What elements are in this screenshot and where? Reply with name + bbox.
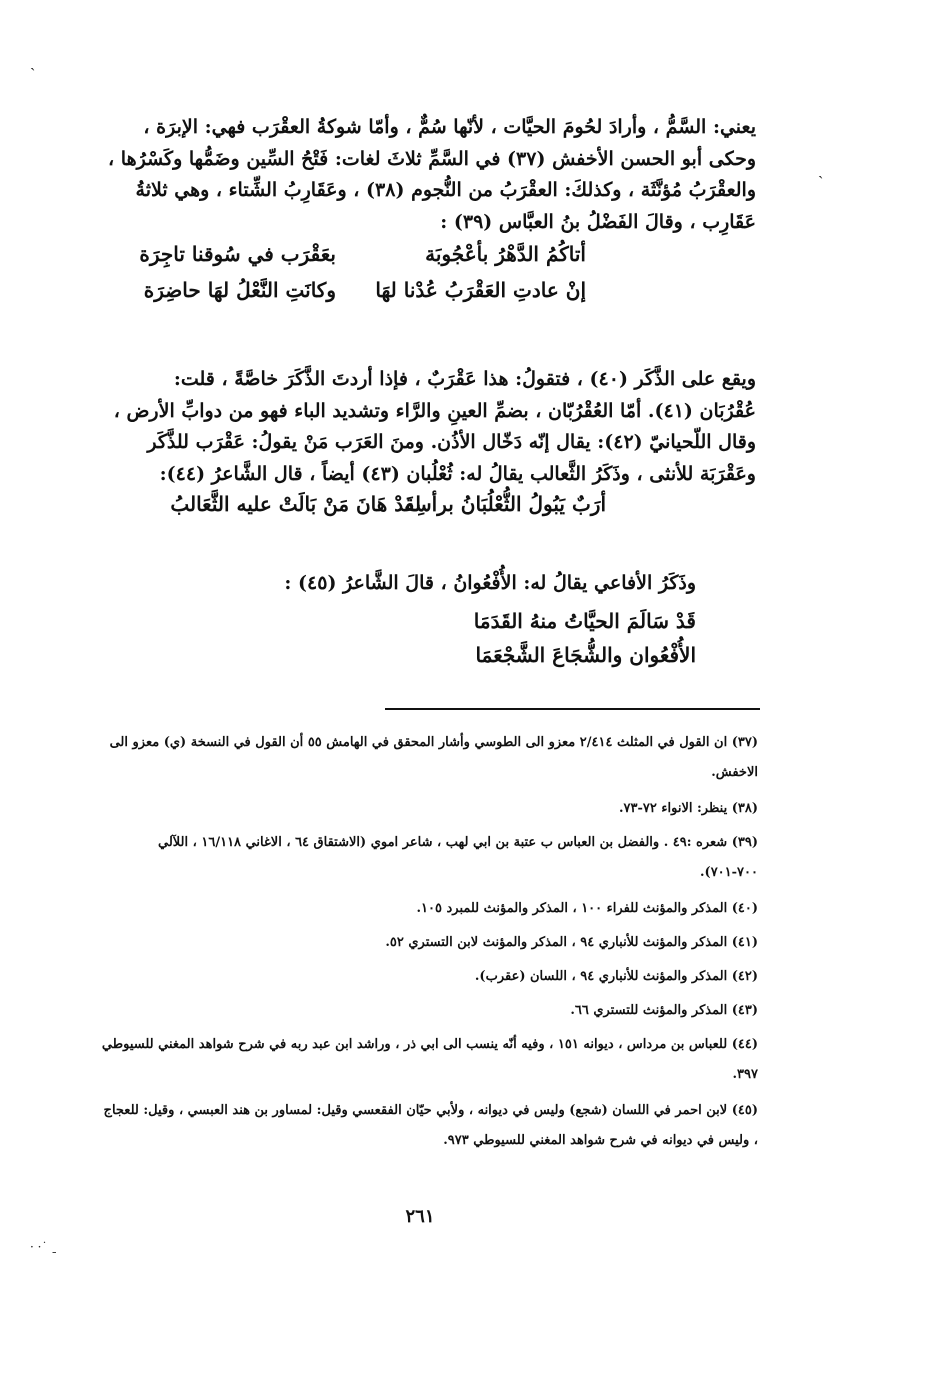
verse-line	[96, 242, 756, 274]
verse-line	[96, 490, 756, 526]
page-number: ٢٦١	[405, 1206, 435, 1227]
verse-first-hemistich: أرَبٌ يَبُولُ الثُّعْلُبَانُ برأسِه	[404, 492, 606, 516]
text-line: عُقْرُبَان (٤١). أمّا العُقْرُبّان ، بضمِّ العينِ والرَّاء وتشديد الباء فهو من دوابِّ الأرض ،	[113, 399, 756, 422]
paragraph	[96, 112, 756, 238]
rajaz-line: قَدْ سَالَمَ الحيَّاتُ منهُ القَدَمَا	[473, 608, 696, 633]
footnotes	[96, 728, 758, 1162]
footnote: (٤٣) المذكر والمؤنث للتستري ٦٦.	[570, 1003, 758, 1018]
paragraph	[96, 364, 756, 490]
text-line: وعَقْرَبَة للأنثى ، وذَكَرُ الثَّعالب يقالُ له: ثُعْلُبان (٤٣) أيضاً ، قال الشَّاعرُ (٤٤):	[159, 462, 756, 485]
margin-mark: ˏ	[818, 160, 824, 179]
poem-verses	[96, 242, 756, 310]
footnote: (٤١) المذكر والمؤنث للأنباري ٩٤ ، المذكر والمؤنث لابن التستري ٥٢.	[385, 935, 758, 950]
verse-second-hemistich: لقَدْ هَانَ مَنْ بَالَتْ عليه الثَّعَالبُ	[170, 492, 421, 516]
verse-second-hemistich: وكانَتِ النَّعْلُ لهَا حاضِرَة	[143, 278, 336, 302]
main-text	[96, 112, 756, 672]
verse-line	[96, 278, 756, 310]
paragraph	[96, 568, 756, 600]
text-line: والعقْرَبُ مُؤنَّثَة ، وكذلكَ: العقْرَبُ من النُّجوم (٣٨) ، وعَقَارِبُ الشِّتاء ، وهي ثلاثةُ	[135, 179, 756, 201]
footnote: (٤٤) للعباس بن مرداس ، ديوانه ١٥١ ، وفيه أنّه ينسب الى ابي ذر ، وراشد ابن عبد ربه في شرح شواهد المغني للسيوطي ٣٩٧.	[101, 1037, 758, 1082]
margin-mark: · ·˙ ˍ	[30, 1240, 58, 1254]
rajaz-verses	[96, 604, 696, 672]
footnote: (٤٠) المذكر والمؤنث للفراء ١٠٠ ، المذكر والمؤنث للمبرد ١٠٥.	[416, 901, 758, 916]
rajaz-line: الأُفْعُوان والشُّجَاعَ الشَّجْعَمَا	[475, 642, 696, 667]
text-line: عَقَارِب ، وقالَ الفَضْلُ بنُ العبَّاس (٣٩) :	[440, 210, 756, 233]
verse-first-hemistich: إنْ عادتِ العَقْرَبُ عُدْنا لهَا	[375, 278, 586, 302]
footnote: (٣٧) ان القول في المثلث ٢/٤١٤ معزو الى الطوسي وأشار المحقق في الهامش ٥٥ أن القول في النسخة (ي) معزو الى الاخفش.	[109, 735, 758, 780]
footnote: (٤٥) لابن احمر في اللسان (شجع) وليس في ديوانه ، ولأبي حيّان الفقعسي وقيل: لمساور بن هند العبسي ، وقيل: للعجاج ، وليس في ديوانه في شرح شواهد المغني للسيوطي ٩٧٣.	[103, 1103, 758, 1148]
footnote: (٣٨) ينظر: الانواء ٧٢-٧٣.	[619, 801, 758, 816]
text-line: يعني: السَّمُّ ، وأرادَ لحُومَ الحيَّات ، لأنّها سُمٌّ ، وأمّا شوكةُ العقْرَب فهي: الإبرَة ،	[143, 116, 756, 138]
text-line: وقال اللّحيانيّ (٤٢): يقال إنّه دَخّال الأذُن. ومنَ العَرَب مَنْ يقولُ: عَقْرَب للذَّكَر	[147, 431, 756, 453]
verse-first-hemistich: أتاكُمُ الدَّهْرُ بأعْجُوبَة	[425, 242, 586, 266]
footnote: (٤٢) المذكر والمؤنث للأنباري ٩٤ ، اللسان (عقرب).	[474, 969, 758, 984]
text-line: ويقع على الذَّكَر (٤٠) ، فتقولُ: هذا عَقْرَبٌ ، فإذا أردتَ الذَّكَرَ خاصَّةً ، قلت:	[173, 368, 756, 390]
footnote: (٣٩) شعره :٤٩ . والفضل بن العباس ب عتبة بن ابي لهب ، شاعر اموي (الاشتقاق ٦٤ ، الاغاني ١٦/١١٨ ، اللآلي ٧٠٠-٧٠١).	[158, 835, 758, 880]
text-line: وذَكَرُ الأفاعي يقالُ له: الأُفْعُوانُ ، قالَ الشَّاعرُ (٤٥) :	[284, 572, 696, 594]
footnote-separator	[385, 708, 760, 710]
verse-second-hemistich: بعَقْرَب في سُوقنا تاجِرَة	[139, 242, 336, 266]
margin-mark: ˎ	[30, 52, 36, 71]
text-line: وحكى أبو الحسن الأخفش (٣٧) في السَّمِّ ثلاثَ لغات: فَتْحُ السِّين وضَمُّها وكَسْرُها ،	[108, 147, 756, 170]
